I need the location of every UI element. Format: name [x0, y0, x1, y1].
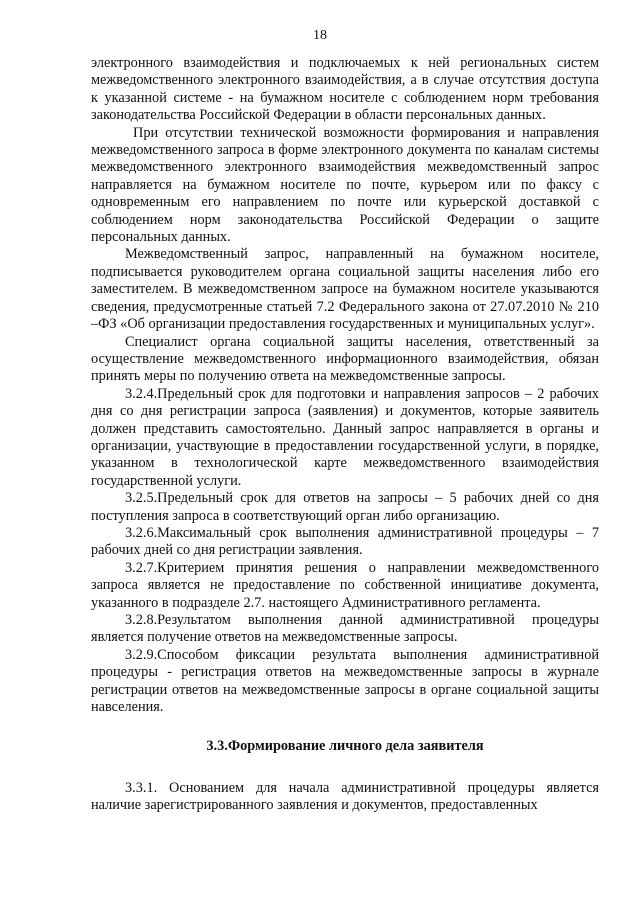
paragraph-continuation: электронного взаимодействия и подключаемых к ней региональных систем межведомственного электронного взаимодействия, а в случае отсутствия доступа к указанной системе - на бумажном носителе с соблюдением норм требования законодательства Российской Федерации в области персональных данных.	[91, 55, 599, 124]
paragraph-specialist: Специалист органа социальной защиты населения, ответственный за осуществление межведомственного информационного взаимодействия, обязан принять меры по получению ответа на межведомственные запросы.	[91, 333, 599, 385]
paragraph-3-2-6: 3.2.6.Максимальный срок выполнения административной процедуры – 7 рабочих дней со дня регистрации заявления.	[91, 524, 599, 559]
section-heading: 3.3.Формирование личного дела заявителя	[206, 738, 484, 755]
paragraph-no-technical-possibility: При отсутствии технической возможности формирования и направления межведомственного запроса в форме электронного документа по каналам системы межведомственного электронного взаимодействия межведомственный запрос направляется на бумажном носителе по почте, курьером или по факсу с одновременным его направлением по почте или курьерской доставкой с соблюдением норм законодательства Российской Федерации о защите персональных данных.	[91, 124, 599, 246]
paragraph-3-2-5: 3.2.5.Предельный срок для ответов на запросы – 5 рабочих дней со дня поступления запроса в соответствующий орган либо организацию.	[91, 490, 599, 524]
paragraph-3-2-7: 3.2.7.Критерием принятия решения о направлении межведомственного запроса является не предоставление по собственной инициативе документа, указанного в подразделе 2.7. настоящего Административного регламента.	[91, 559, 599, 611]
paragraph-3-3-1: 3.3.1. Основанием для начала административной процедуры является наличие зарегистрированного заявления и документов, предоставленных	[91, 779, 599, 814]
paragraph-3-2-4: 3.2.4.Предельный срок для подготовки и направления запросов – 2 рабочих дня со дня регистрации запроса (заявления) и документов, которые заявитель должен представить самостоятельно. Данный запрос направляется в органы и организации, участвующие в предоставлении государственной услуги, в порядке, указанном в технологической карте межведомственного взаимодействия государственной услуги.	[91, 385, 599, 489]
document-body	[91, 55, 599, 815]
paragraph-3-2-8: 3.2.8.Результатом выполнения данной административной процедуры является получение ответов на межведомственные запросы.	[91, 612, 599, 646]
paragraph-paper-request: Межведомственный запрос, направленный на бумажном носителе, подписывается руководителем органа социальной защиты населения либо его заместителем. В межведомственном запросе на бумажном носителе указываются сведения, предусмотренные статьей 7.2 Федерального закона от 27.07.2010 № 210 –ФЗ «Об организации предоставления государственных и муниципальных услуг».	[91, 246, 599, 333]
page-number: 18	[313, 28, 327, 43]
paragraph-3-2-9: 3.2.9.Способом фиксации результата выполнения административной процедуры - регистрация ответов на межведомственные запросы в журнале регистрации ответов на межведомственные запросы в органе социальной защиты навселения.	[91, 646, 599, 716]
